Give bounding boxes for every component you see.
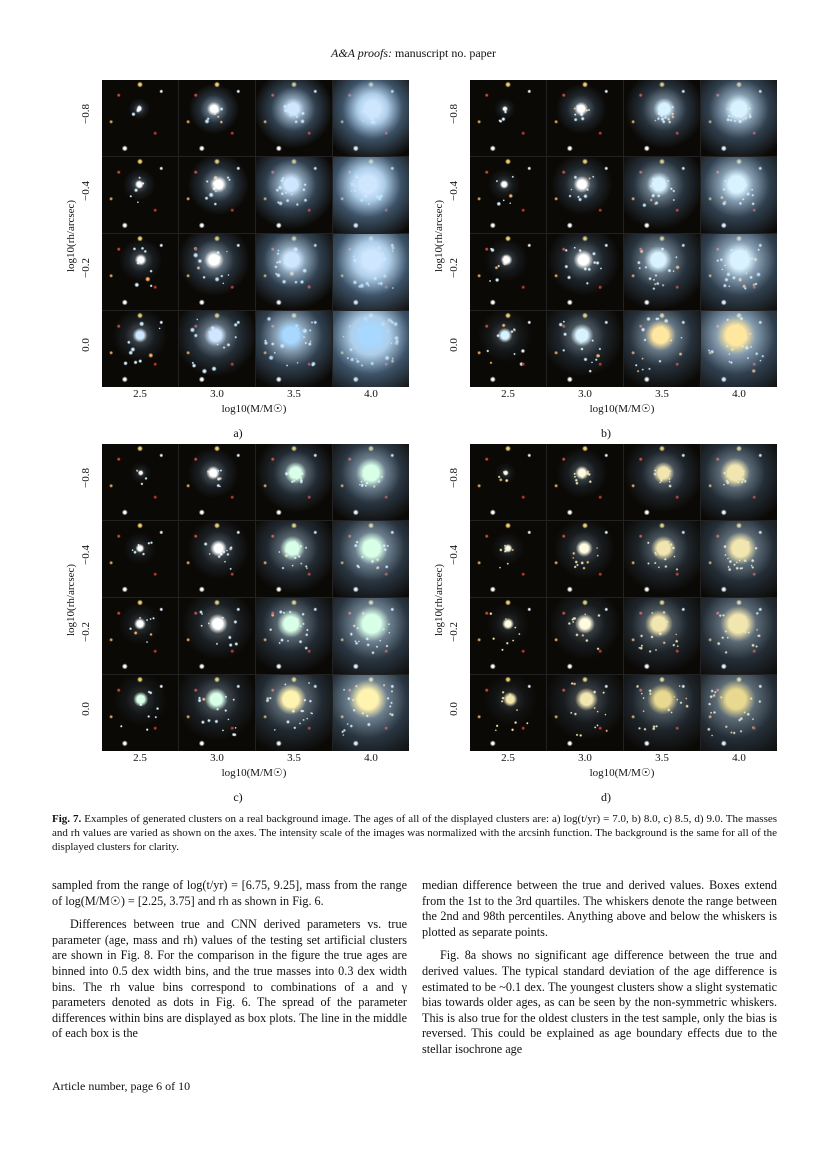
y-tick-label: −0.4 xyxy=(448,545,460,565)
y-tick-label: −0.8 xyxy=(80,104,92,124)
cluster-image-grid xyxy=(470,444,777,751)
cluster-image xyxy=(547,157,623,233)
cluster-image xyxy=(624,80,700,156)
cluster-image xyxy=(179,311,255,387)
cluster-image xyxy=(470,80,546,156)
cluster-image xyxy=(102,311,178,387)
cluster-image xyxy=(470,311,546,387)
x-tick-label: 2.5 xyxy=(133,388,147,400)
x-tick-label: 3.0 xyxy=(578,752,592,764)
cluster-image xyxy=(333,80,409,156)
paragraph: Differences between true and CNN derived parameters vs. true parameter (age, mass and rh) values of the testing set artificial clusters are shown in Fig. 8. For the comparison in the figure the true ages are binned into 0.5 dex width bins, and the true masses into 0.3 dex width bins. The rh value bins correspond to combinations of a and γ parameters denoted as dots in Fig. 6. The spread of the parameter differences within bins are displayed as box plots. The line in the middle of each box is the xyxy=(52,917,407,1041)
x-tick-label: 3.5 xyxy=(287,388,301,400)
cluster-image xyxy=(256,311,332,387)
cluster-image xyxy=(102,444,178,520)
cluster-image xyxy=(333,157,409,233)
cluster-image xyxy=(102,675,178,751)
y-tick-label: 0.0 xyxy=(80,338,92,352)
cluster-image xyxy=(701,157,777,233)
y-tick-label: 0.0 xyxy=(448,702,460,716)
figure-caption: Fig. 7. Examples of generated clusters on a real background image. The ages of all of the displayed clusters are: a) log(t/yr) = 7.0, b) 8.0, c) 8.5, d) 9.0. The masses and rh values are varied as shown on the axes. The intensity scale of the images was normalized with the arcsinh function. The background is the same for all of the displayed clusters for clarity. xyxy=(52,813,778,853)
y-tick-label: −0.4 xyxy=(80,545,92,565)
cluster-image xyxy=(102,521,178,597)
y-tick-label: −0.2 xyxy=(448,258,460,278)
cluster-image xyxy=(256,675,332,751)
x-tick-label: 4.0 xyxy=(364,388,378,400)
cluster-image xyxy=(333,675,409,751)
cluster-image xyxy=(256,521,332,597)
page-footer: Article number, page 6 of 10 xyxy=(52,1079,191,1093)
cluster-image xyxy=(470,444,546,520)
cluster-image xyxy=(470,675,546,751)
right-column xyxy=(422,878,777,1066)
cluster-image xyxy=(256,234,332,310)
x-tick-label: 2.5 xyxy=(501,388,515,400)
cluster-image xyxy=(624,675,700,751)
cluster-image xyxy=(256,80,332,156)
left-column xyxy=(52,878,407,1050)
y-axis-label: log10(rh/arcsec) xyxy=(65,563,77,636)
cluster-image xyxy=(470,234,546,310)
cluster-image xyxy=(547,444,623,520)
cluster-image xyxy=(179,598,255,674)
x-tick-label: 3.0 xyxy=(210,752,224,764)
cluster-image xyxy=(624,311,700,387)
cluster-image xyxy=(102,234,178,310)
cluster-image xyxy=(470,521,546,597)
cluster-image-grid xyxy=(470,80,777,387)
cluster-image xyxy=(701,598,777,674)
cluster-image xyxy=(701,675,777,751)
x-tick-label: 4.0 xyxy=(732,388,746,400)
cluster-image xyxy=(102,80,178,156)
x-tick-label: 4.0 xyxy=(732,752,746,764)
y-tick-label: −0.2 xyxy=(80,622,92,642)
y-tick-label: −0.4 xyxy=(80,181,92,201)
cluster-image xyxy=(547,311,623,387)
y-axis-label: log10(rh/arcsec) xyxy=(433,199,445,272)
x-tick-label: 3.5 xyxy=(655,752,669,764)
y-tick-label: 0.0 xyxy=(448,338,460,352)
cluster-image-grid xyxy=(102,444,409,751)
cluster-image xyxy=(102,598,178,674)
x-axis-label: log10(M/M☉) xyxy=(589,403,655,415)
cluster-image xyxy=(624,157,700,233)
x-axis-label: log10(M/M☉) xyxy=(221,767,287,779)
x-axis-label: log10(M/M☉) xyxy=(221,403,287,415)
cluster-image xyxy=(333,311,409,387)
x-tick-label: 2.5 xyxy=(133,752,147,764)
cluster-image xyxy=(102,157,178,233)
cluster-image xyxy=(179,234,255,310)
y-tick-label: −0.4 xyxy=(448,181,460,201)
x-tick-label: 4.0 xyxy=(364,752,378,764)
cluster-image xyxy=(333,598,409,674)
cluster-image xyxy=(547,521,623,597)
cluster-image xyxy=(547,675,623,751)
cluster-image xyxy=(333,521,409,597)
cluster-image xyxy=(701,234,777,310)
running-header: A&A proofs: manuscript no. paper xyxy=(331,46,496,60)
x-tick-label: 3.5 xyxy=(655,388,669,400)
cluster-image xyxy=(256,598,332,674)
paragraph: median difference between the true and derived values. Boxes extend from the 1st to the 3rd quartiles. The whiskers denote the range between the 2nd and 98th percentiles. Anything above and below the whiskers is plotted as separate points. xyxy=(422,878,777,939)
panel-label: c) xyxy=(233,790,243,804)
x-axis-label: log10(M/M☉) xyxy=(589,767,655,779)
paragraph: sampled from the range of log(t/yr) = [6.75, 9.25], mass from the range of log(M/M☉) = [2.25, 3.75] and rh as shown in Fig. 6. xyxy=(52,878,407,908)
cluster-image xyxy=(470,157,546,233)
cluster-image xyxy=(179,444,255,520)
cluster-image xyxy=(547,598,623,674)
cluster-image xyxy=(333,234,409,310)
y-axis-label: log10(rh/arcsec) xyxy=(65,199,77,272)
panel-label: a) xyxy=(233,426,243,440)
cluster-image xyxy=(547,80,623,156)
cluster-image xyxy=(179,675,255,751)
cluster-image xyxy=(256,157,332,233)
cluster-image xyxy=(624,598,700,674)
cluster-image xyxy=(470,598,546,674)
x-tick-label: 3.0 xyxy=(578,388,592,400)
x-tick-label: 3.5 xyxy=(287,752,301,764)
y-tick-label: −0.8 xyxy=(448,104,460,124)
cluster-image xyxy=(179,521,255,597)
y-tick-label: −0.2 xyxy=(80,258,92,278)
paragraph: Fig. 8a shows no significant age difference between the true and derived values. The typical standard deviation of the age difference is estimated to be ~0.1 dex. The youngest clusters show a slight systematic bias towards older ages, as can be seen by the non-symmetric whiskers. This is also true for the oldest clusters in the test sample, only the bias is reversed. This could be explained as age boundary effects due to the stellar isochrone age xyxy=(422,948,777,1056)
y-tick-label: −0.2 xyxy=(448,622,460,642)
y-tick-label: 0.0 xyxy=(80,702,92,716)
cluster-image xyxy=(624,521,700,597)
cluster-image xyxy=(333,444,409,520)
cluster-image xyxy=(179,80,255,156)
cluster-image xyxy=(701,311,777,387)
x-tick-label: 2.5 xyxy=(501,752,515,764)
x-tick-label: 3.0 xyxy=(210,388,224,400)
cluster-image xyxy=(547,234,623,310)
cluster-image xyxy=(701,444,777,520)
cluster-image xyxy=(701,521,777,597)
cluster-image xyxy=(701,80,777,156)
cluster-image xyxy=(256,444,332,520)
panel-label: d) xyxy=(601,790,611,804)
y-tick-label: −0.8 xyxy=(80,468,92,488)
cluster-image xyxy=(179,157,255,233)
cluster-image xyxy=(624,444,700,520)
y-tick-label: −0.8 xyxy=(448,468,460,488)
cluster-image-grid xyxy=(102,80,409,387)
panel-label: b) xyxy=(601,426,611,440)
cluster-image xyxy=(624,234,700,310)
y-axis-label: log10(rh/arcsec) xyxy=(433,563,445,636)
